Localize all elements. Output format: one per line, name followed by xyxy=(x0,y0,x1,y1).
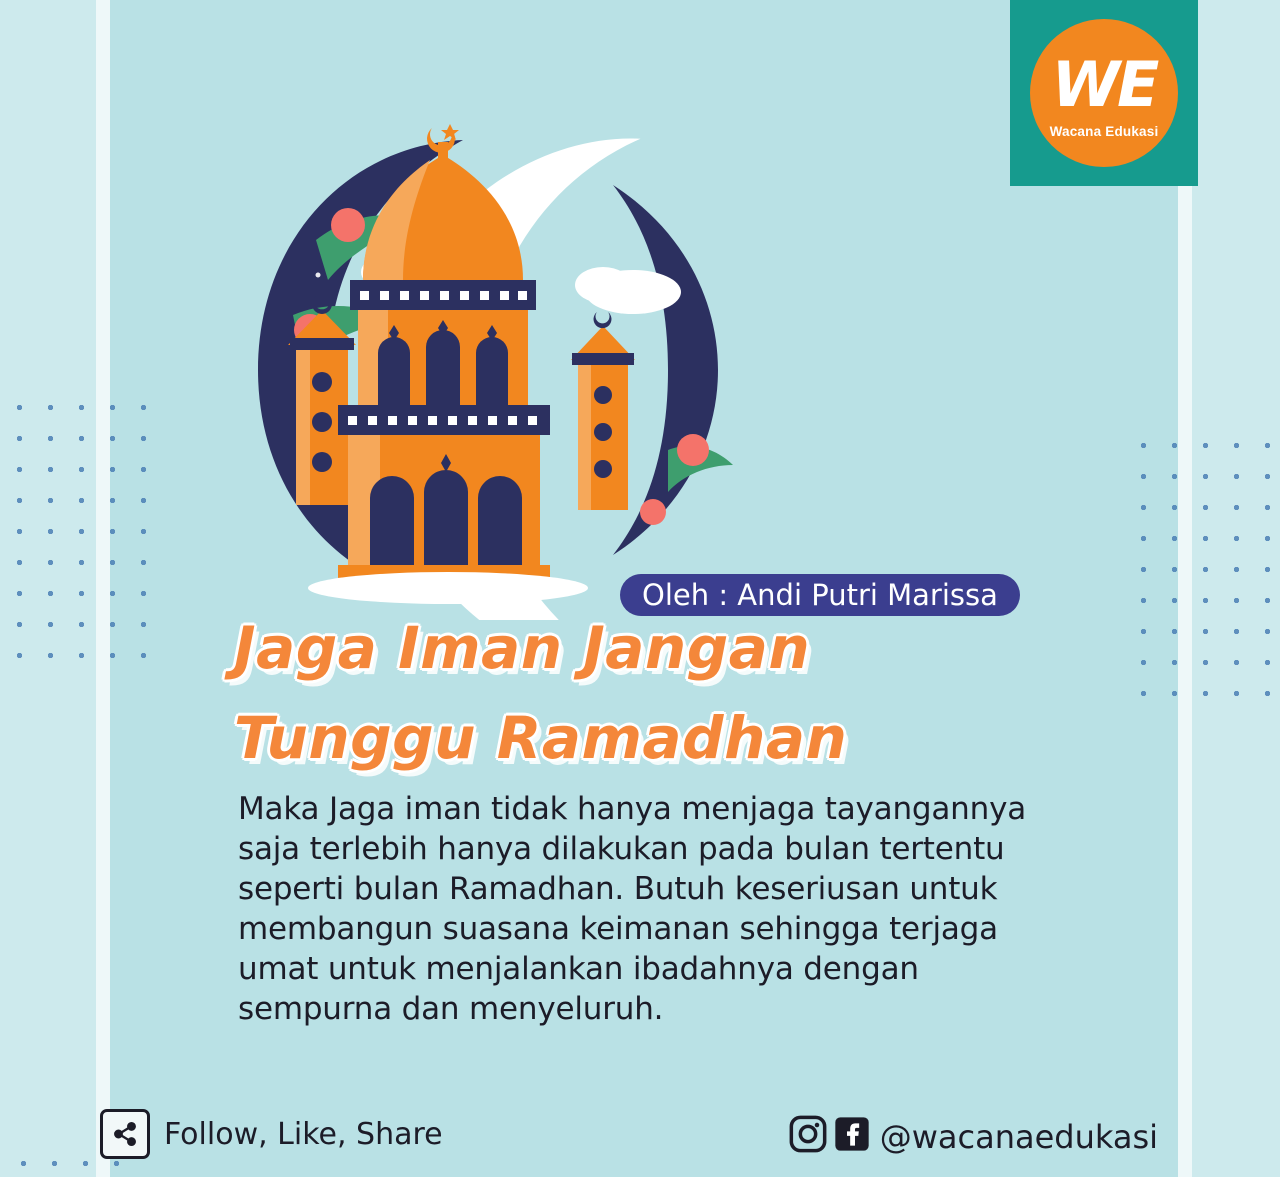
facebook-icon[interactable] xyxy=(832,1114,872,1159)
footer-social xyxy=(788,1114,1158,1159)
instagram-icon[interactable] xyxy=(788,1114,828,1159)
left-dot-pattern xyxy=(4,392,154,682)
mosque-crescent-icon xyxy=(198,120,758,620)
share-icon[interactable] xyxy=(100,1109,150,1159)
brand-logo-badge xyxy=(1010,0,1198,186)
logo-circle xyxy=(1030,19,1178,167)
logo-monogram: WE xyxy=(1051,47,1157,121)
footer-cta-label: Follow, Like, Share xyxy=(164,1116,443,1152)
headline-line-2: Tunggu Ramadhan xyxy=(234,703,848,772)
social-handle: @wacanaedukasi xyxy=(879,1117,1158,1156)
right-dot-pattern xyxy=(1128,430,1278,720)
headline-line-1: Jaga Iman Jangan xyxy=(234,614,811,682)
logo-brand-name: Wacana Edukasi xyxy=(1049,123,1159,139)
page-title xyxy=(234,604,1034,784)
body-paragraph: Maka Jaga iman tidak hanya menjaga tayangannya saja terlebih hanya dilakukan pada bulan tertentu seperti bulan Ramadhan. Butuh keseriusan untuk membangun suasana keimanan sehingga terjaga umat untuk menjalankan ibadahnya dengan sempurna dan menyeluruh. xyxy=(238,791,1027,1027)
author-badge: Oleh : Andi Putri Marissa xyxy=(620,574,1020,616)
footer-cta xyxy=(100,1109,443,1159)
